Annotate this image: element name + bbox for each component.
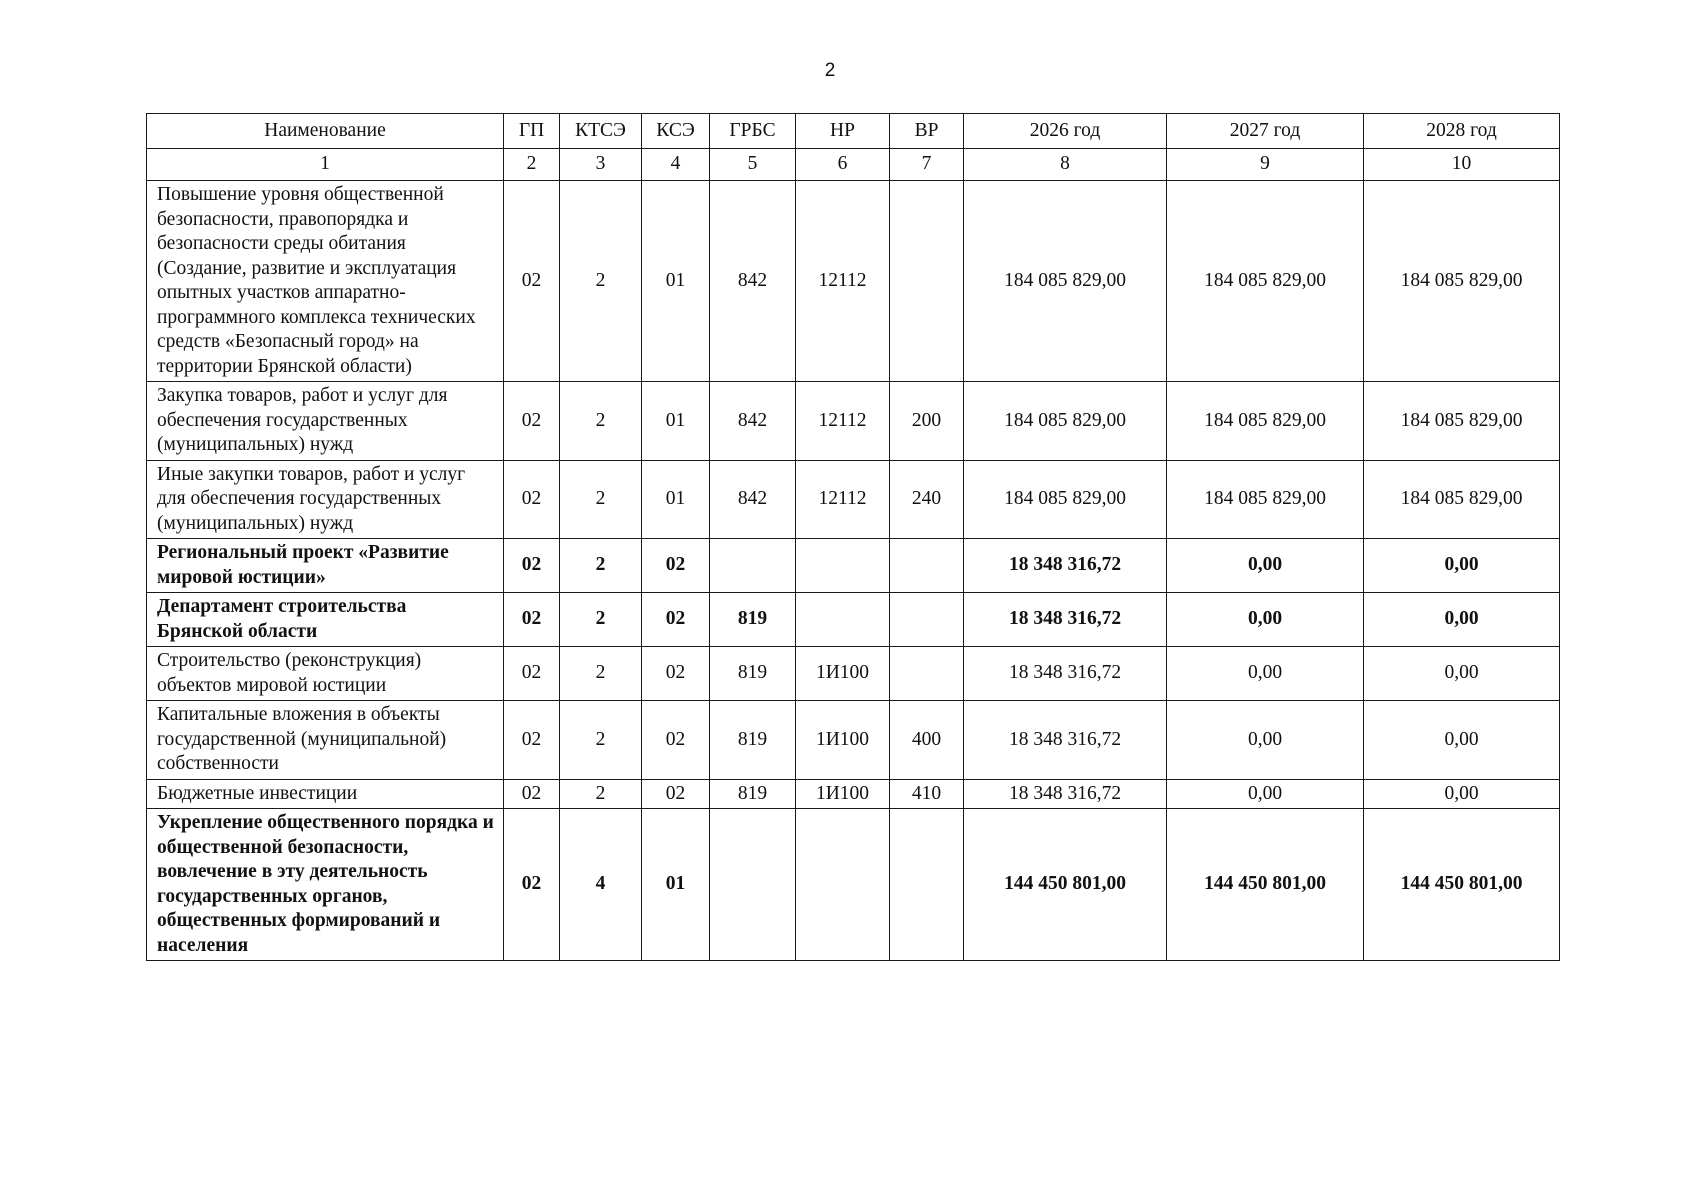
vr-cell [890,539,964,593]
grbs-cell: 819 [710,647,796,701]
gp-cell: 02 [504,593,560,647]
ktse-cell: 2 [560,779,642,809]
amount-2027-cell: 0,00 [1167,647,1364,701]
kse-cell: 02 [642,647,710,701]
column-header-name: Наименование [147,114,504,149]
amount-2028-cell: 0,00 [1364,539,1560,593]
column-number: 5 [710,149,796,181]
nr-cell: 1И100 [796,779,890,809]
column-number: 1 [147,149,504,181]
vr-cell [890,809,964,961]
amount-2026-cell: 184 085 829,00 [964,460,1167,539]
table-row [147,460,1560,539]
amount-2026-cell: 18 348 316,72 [964,539,1167,593]
column-header-2027: 2027 год [1167,114,1364,149]
grbs-cell: 819 [710,779,796,809]
nr-cell [796,809,890,961]
column-header-2028: 2028 год [1364,114,1560,149]
amount-2028-cell: 0,00 [1364,593,1560,647]
table-row [147,593,1560,647]
ktse-cell: 2 [560,647,642,701]
kse-cell: 02 [642,593,710,647]
column-number: 4 [642,149,710,181]
nr-cell: 12112 [796,460,890,539]
row-name-cell: Региональный проект «Развитие мировой юстиции» [147,539,504,593]
amount-2027-cell: 0,00 [1167,539,1364,593]
vr-cell [890,647,964,701]
gp-cell: 02 [504,701,560,780]
amount-2028-cell: 0,00 [1364,779,1560,809]
ktse-cell: 4 [560,809,642,961]
amount-2028-cell: 0,00 [1364,647,1560,701]
gp-cell: 02 [504,539,560,593]
table-row [147,701,1560,780]
column-number: 6 [796,149,890,181]
column-header-vr: ВР [890,114,964,149]
kse-cell: 02 [642,539,710,593]
grbs-cell: 842 [710,460,796,539]
row-name-cell: Иные закупки товаров, работ и услуг для обеспечения государственных (муниципальных) нужд [147,460,504,539]
column-header-nr: НР [796,114,890,149]
gp-cell: 02 [504,460,560,539]
row-name-cell: Закупка товаров, работ и услуг для обеспечения государственных (муниципальных) нужд [147,382,504,461]
amount-2027-cell: 0,00 [1167,701,1364,780]
column-header-2026: 2026 год [964,114,1167,149]
page-number: 2 [824,60,836,81]
column-number: 7 [890,149,964,181]
amount-2027-cell: 184 085 829,00 [1167,181,1364,382]
table-row [147,181,1560,382]
amount-2027-cell: 0,00 [1167,593,1364,647]
amount-2027-cell: 0,00 [1167,779,1364,809]
table-row [147,539,1560,593]
grbs-cell: 842 [710,382,796,461]
nr-cell: 1И100 [796,647,890,701]
ktse-cell: 2 [560,460,642,539]
kse-cell: 02 [642,701,710,780]
amount-2026-cell: 144 450 801,00 [964,809,1167,961]
kse-cell: 01 [642,181,710,382]
row-name-cell: Повышение уровня общественной безопасности, правопорядка и безопасности среды обитания (Создание, развитие и эксплуатация опытных участков аппаратно-программного комплекса технических средств «Безопасный город» на территории Брянской области) [147,181,504,382]
column-number: 8 [964,149,1167,181]
table-row [147,809,1560,961]
row-name-cell: Укрепление общественного порядка и общественной безопасности, вовлечение в эту деятельность государственных органов, общественных формирований и населения [147,809,504,961]
vr-cell [890,181,964,382]
nr-cell: 12112 [796,382,890,461]
grbs-cell: 819 [710,593,796,647]
amount-2026-cell: 18 348 316,72 [964,593,1167,647]
kse-cell: 01 [642,460,710,539]
vr-cell: 400 [890,701,964,780]
vr-cell: 240 [890,460,964,539]
table-row [147,647,1560,701]
amount-2027-cell: 144 450 801,00 [1167,809,1364,961]
amount-2028-cell: 184 085 829,00 [1364,382,1560,461]
ktse-cell: 2 [560,593,642,647]
ktse-cell: 2 [560,181,642,382]
nr-cell: 1И100 [796,701,890,780]
gp-cell: 02 [504,647,560,701]
amount-2028-cell: 184 085 829,00 [1364,181,1560,382]
budget-table [146,113,1560,961]
column-number: 3 [560,149,642,181]
gp-cell: 02 [504,382,560,461]
column-header-kse: КСЭ [642,114,710,149]
amount-2027-cell: 184 085 829,00 [1167,382,1364,461]
column-header-ktse: КТСЭ [560,114,642,149]
table-row [147,382,1560,461]
amount-2026-cell: 18 348 316,72 [964,647,1167,701]
amount-2026-cell: 18 348 316,72 [964,779,1167,809]
grbs-cell: 819 [710,701,796,780]
amount-2026-cell: 184 085 829,00 [964,181,1167,382]
row-name-cell: Департамент строительства Брянской области [147,593,504,647]
nr-cell: 12112 [796,181,890,382]
amount-2028-cell: 0,00 [1364,701,1560,780]
row-name-cell: Капитальные вложения в объекты государственной (муниципальной) собственности [147,701,504,780]
column-header-gp: ГП [504,114,560,149]
kse-cell: 02 [642,779,710,809]
table-header-row [147,114,1560,149]
kse-cell: 01 [642,809,710,961]
gp-cell: 02 [504,779,560,809]
row-name-cell: Строительство (реконструкция) объектов мировой юстиции [147,647,504,701]
column-number: 10 [1364,149,1560,181]
grbs-cell: 842 [710,181,796,382]
gp-cell: 02 [504,809,560,961]
nr-cell [796,539,890,593]
amount-2026-cell: 18 348 316,72 [964,701,1167,780]
table-row [147,779,1560,809]
vr-cell [890,593,964,647]
amount-2027-cell: 184 085 829,00 [1167,460,1364,539]
vr-cell: 200 [890,382,964,461]
ktse-cell: 2 [560,539,642,593]
column-header-grbs: ГРБС [710,114,796,149]
column-number-row [147,149,1560,181]
row-name-cell: Бюджетные инвестиции [147,779,504,809]
column-number: 9 [1167,149,1364,181]
vr-cell: 410 [890,779,964,809]
column-number: 2 [504,149,560,181]
amount-2028-cell: 144 450 801,00 [1364,809,1560,961]
amount-2026-cell: 184 085 829,00 [964,382,1167,461]
ktse-cell: 2 [560,701,642,780]
amount-2028-cell: 184 085 829,00 [1364,460,1560,539]
kse-cell: 01 [642,382,710,461]
gp-cell: 02 [504,181,560,382]
ktse-cell: 2 [560,382,642,461]
grbs-cell [710,539,796,593]
grbs-cell [710,809,796,961]
nr-cell [796,593,890,647]
